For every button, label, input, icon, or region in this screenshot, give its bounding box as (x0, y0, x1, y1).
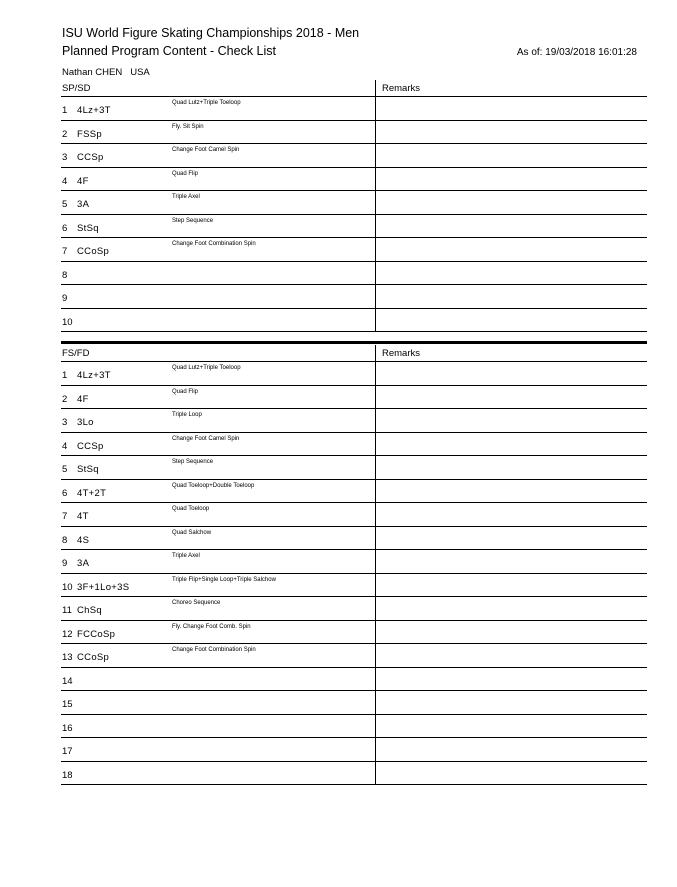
element-description: Quad Lutz+Triple Toeloop (172, 100, 241, 106)
element-description: Quad Salchow (172, 529, 212, 536)
element-description: Fly. Sit Spin (172, 123, 204, 130)
element-description: Quad Toeloop+Double Toeloop (172, 482, 255, 489)
fs-section-label: FS/FD (62, 348, 90, 359)
element-row (61, 409, 647, 433)
document-title: ISU World Figure Skating Championships 2018 - Men (62, 26, 360, 40)
sp-section-header (61, 80, 647, 97)
element-number: 3 (62, 152, 68, 163)
element-row (61, 668, 647, 692)
element-number: 16 (62, 722, 73, 734)
element-number: 8 (62, 534, 68, 546)
element-number: 3 (62, 417, 68, 428)
element-description: Change Foot Combination Spin (172, 647, 256, 653)
element-description: Triple Flip+Single Loop+Triple Salchow (172, 576, 276, 583)
element-row (61, 386, 647, 410)
element-number: 9 (62, 558, 68, 569)
fs-section (61, 345, 647, 785)
element-number: 6 (62, 222, 68, 234)
element-number: 18 (62, 769, 73, 781)
element-row (61, 362, 647, 386)
sp-section (61, 80, 647, 332)
element-description: Step Sequence (172, 459, 214, 465)
element-row (61, 597, 647, 621)
element-code: StSq (77, 464, 99, 475)
element-description: Change Foot Combination Spin (172, 241, 256, 247)
element-code: 4Lz+3T (77, 105, 111, 116)
element-code: 4T (77, 511, 89, 522)
element-code: FCCoSp (77, 628, 116, 640)
element-number: 7 (62, 511, 68, 522)
element-row (61, 574, 647, 598)
sp-rows (61, 97, 647, 332)
element-number: 8 (62, 269, 68, 281)
element-row (61, 550, 647, 574)
fs-section-header (61, 345, 647, 362)
skater-info (62, 67, 150, 78)
element-row (61, 215, 647, 239)
element-row (61, 456, 647, 480)
element-number: 5 (62, 199, 68, 210)
fs-rows (61, 362, 647, 785)
element-number: 11 (62, 605, 72, 616)
element-number: 6 (62, 487, 68, 499)
element-number: 4 (62, 175, 68, 187)
element-row (61, 480, 647, 504)
section-separator (61, 341, 647, 344)
skater-name: Nathan CHEN (62, 67, 123, 78)
sp-section-label: SP/SD (62, 83, 91, 94)
element-number: 2 (62, 393, 68, 405)
element-row (61, 715, 647, 739)
element-description: Change Foot Camel Spin (172, 147, 240, 153)
fs-remarks-header: Remarks (382, 348, 421, 359)
element-code: 3A (77, 199, 90, 210)
element-row (61, 238, 647, 262)
element-row (61, 285, 647, 309)
element-description: Quad Flip (172, 170, 199, 177)
element-number: 2 (62, 128, 68, 140)
skater-nation: USA (130, 67, 150, 78)
element-description: Triple Axel (172, 553, 200, 559)
element-code: 4F (77, 393, 89, 405)
element-row (61, 762, 647, 786)
element-number: 12 (62, 628, 73, 640)
element-row (61, 621, 647, 645)
element-description: Triple Axel (172, 194, 200, 200)
element-row (61, 644, 647, 668)
element-number: 1 (62, 105, 68, 116)
as-of-timestamp: As of: 19/03/2018 16:01:28 (516, 47, 637, 58)
element-code: 4F (77, 175, 89, 187)
element-number: 10 (62, 581, 73, 593)
element-description: Quad Toeloop (172, 506, 210, 512)
element-number: 13 (62, 652, 73, 663)
element-row (61, 121, 647, 145)
element-code: CCSp (77, 440, 104, 452)
document-subtitle: Planned Program Content - Check List (62, 44, 276, 58)
element-code: 4T+2T (77, 487, 107, 499)
element-row (61, 144, 647, 168)
element-number: 10 (62, 316, 73, 328)
element-code: ChSq (77, 605, 102, 616)
element-number: 4 (62, 440, 68, 452)
element-row (61, 262, 647, 286)
element-row (61, 309, 647, 333)
element-code: 4Lz+3T (77, 370, 111, 381)
element-code: 3A (77, 558, 90, 569)
element-number: 9 (62, 293, 68, 304)
element-number: 14 (62, 675, 73, 687)
element-code: CCoSp (77, 246, 110, 257)
sp-remarks-header: Remarks (382, 83, 421, 94)
element-number: 1 (62, 370, 68, 381)
element-row (61, 738, 647, 762)
element-description: Change Foot Camel Spin (172, 435, 240, 442)
element-row (61, 527, 647, 551)
element-number: 15 (62, 699, 73, 710)
element-description: Quad Flip (172, 388, 199, 395)
element-number: 17 (62, 746, 73, 757)
element-description: Step Sequence (172, 217, 214, 224)
element-description: Quad Lutz+Triple Toeloop (172, 365, 241, 371)
element-row (61, 433, 647, 457)
element-description: Fly. Change Foot Comb. Spin (172, 623, 251, 630)
element-row (61, 168, 647, 192)
element-code: 3F+1Lo+3S (77, 581, 130, 593)
element-number: 7 (62, 246, 68, 257)
element-number: 5 (62, 464, 68, 475)
element-row (61, 503, 647, 527)
element-code: 3Lo (77, 417, 94, 428)
element-description: Triple Loop (172, 412, 202, 418)
element-row (61, 191, 647, 215)
element-code: CCSp (77, 152, 104, 163)
element-code: FSSp (77, 128, 102, 140)
element-row (61, 97, 647, 121)
element-code: CCoSp (77, 652, 110, 663)
element-row (61, 691, 647, 715)
element-description: Choreo Sequence (172, 600, 221, 606)
element-code: StSq (77, 222, 99, 234)
element-code: 4S (77, 534, 90, 546)
